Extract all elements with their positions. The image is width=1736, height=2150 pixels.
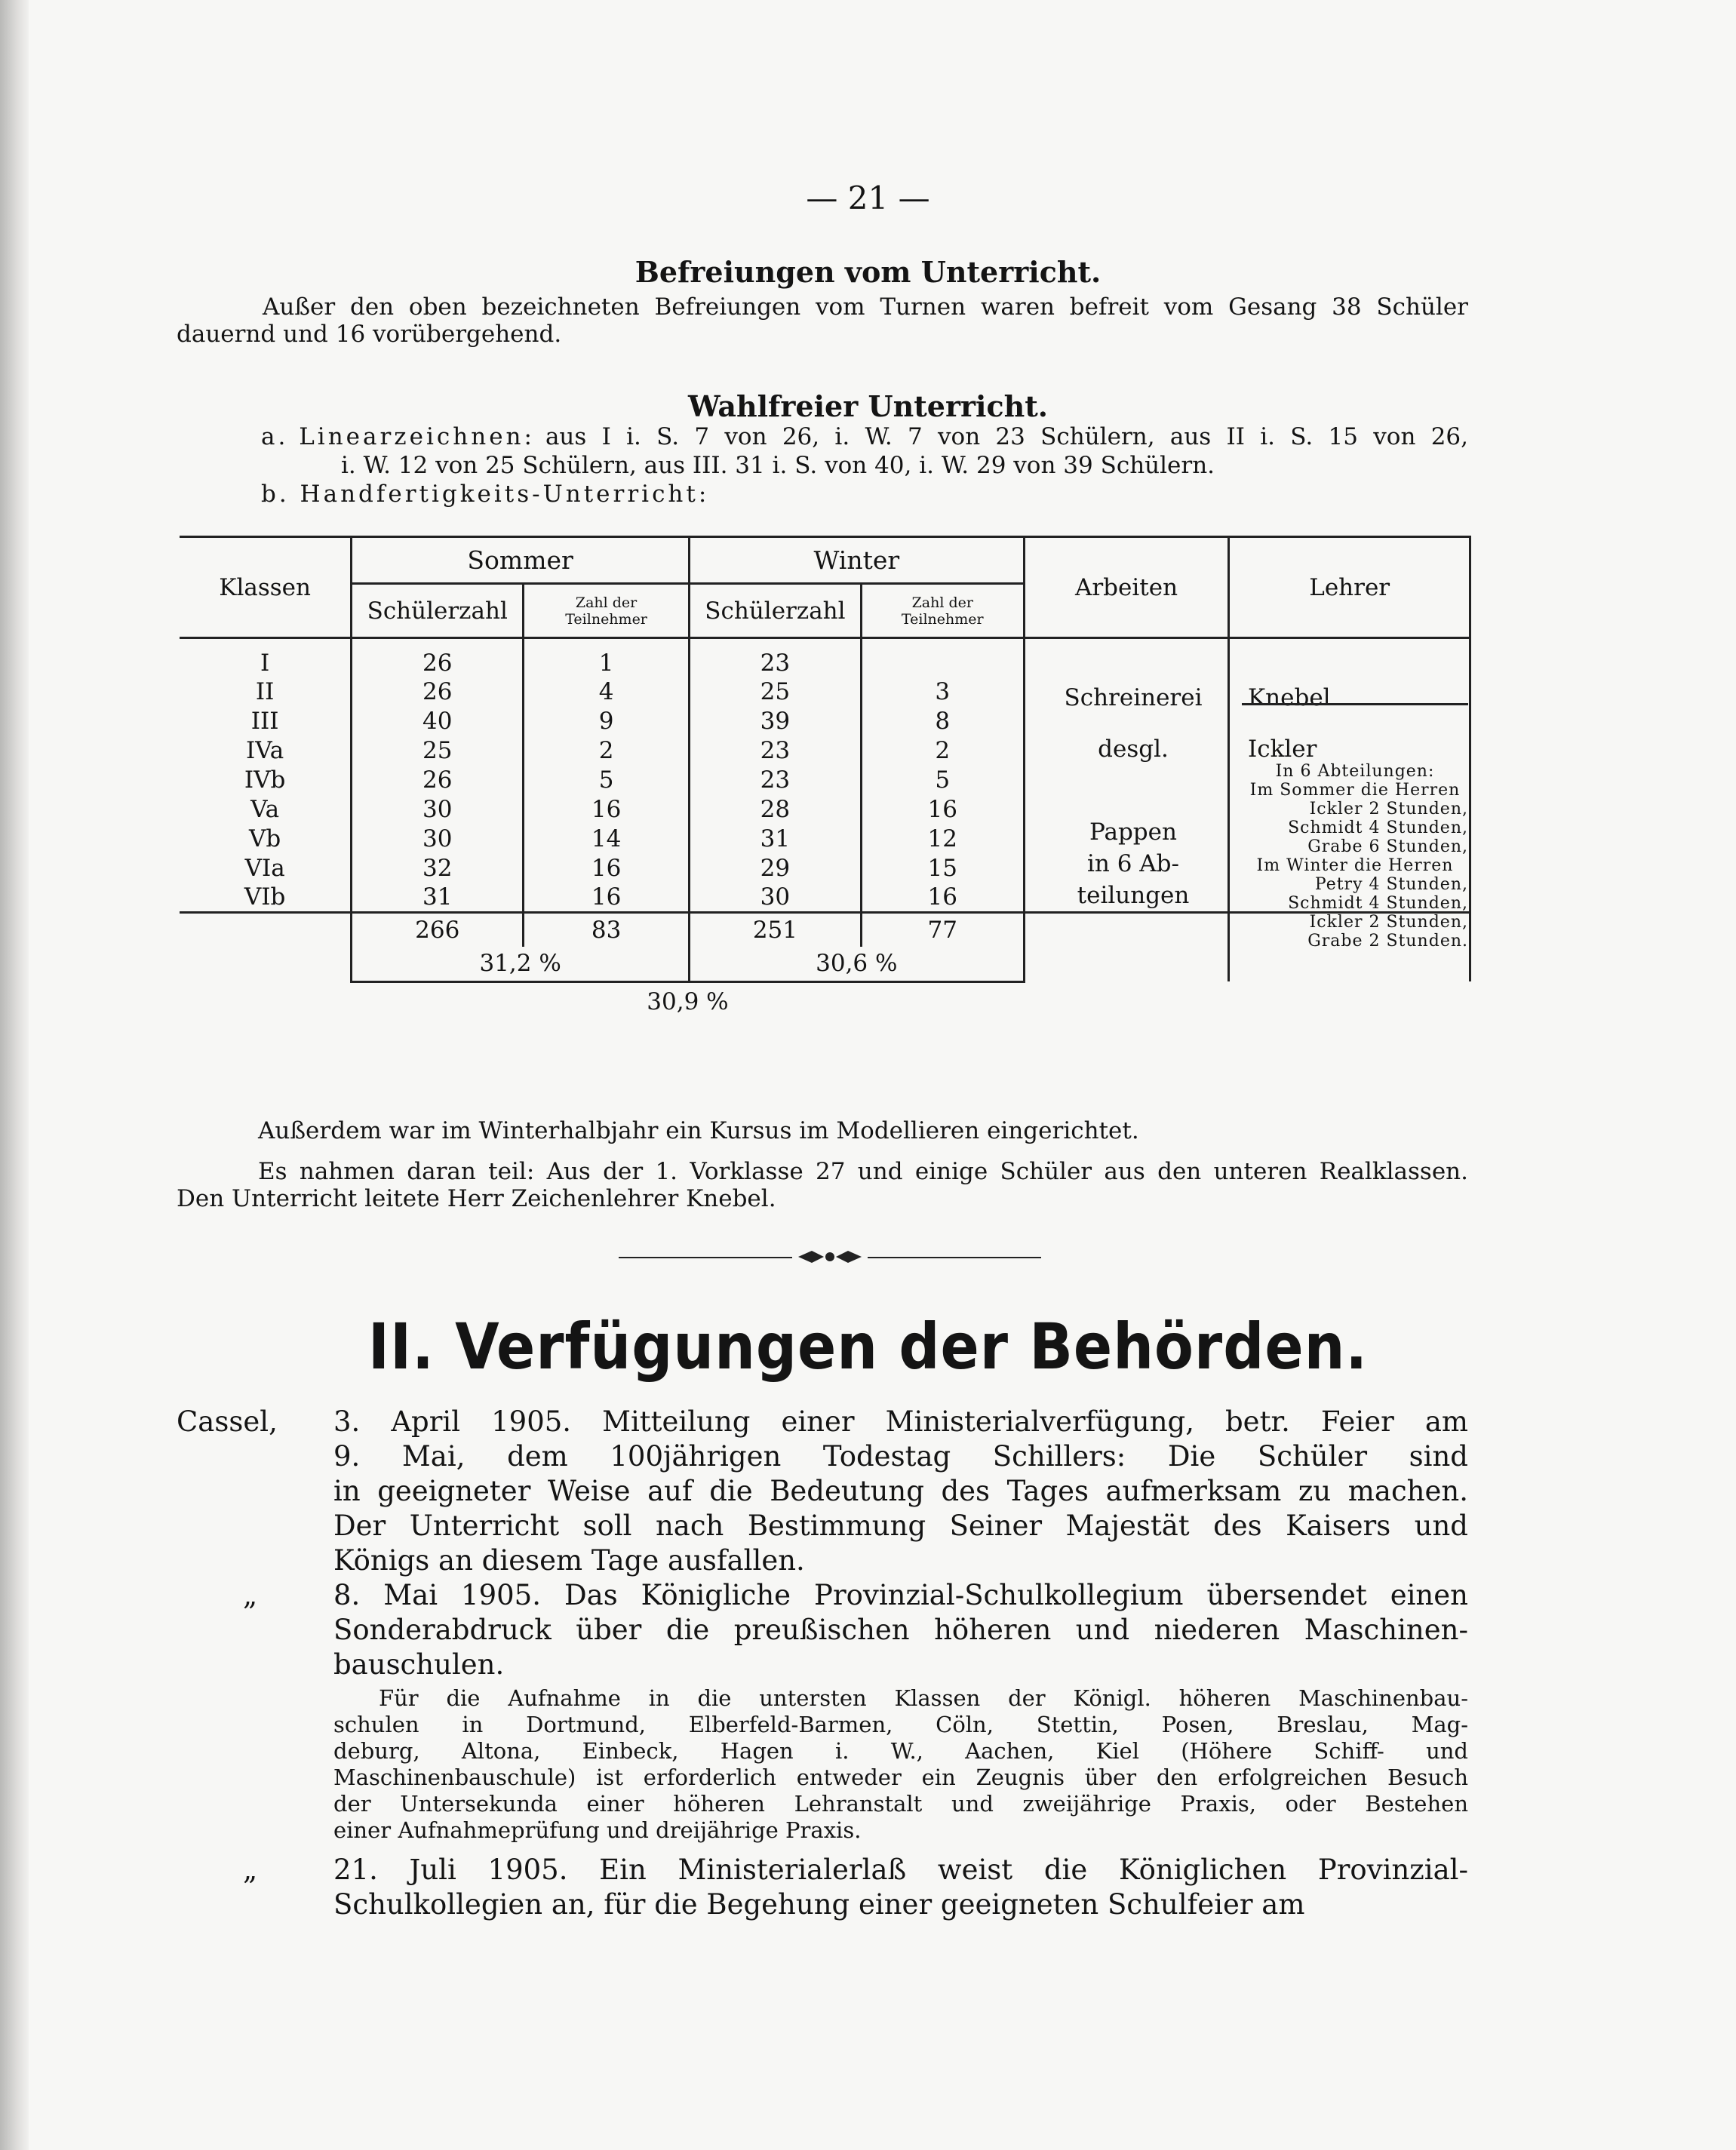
e3_lines-line: Schulkollegien an, für die Begehung einer geeigneten Schulfeier am	[333, 1888, 1305, 1921]
winter-teilnehmer-cell: 5	[861, 765, 1024, 794]
e2_note-line: Maschinenbauschule) ist erforderlich entweder ein Zeugnis über den erfolgreichen Besuch	[333, 1765, 1468, 1790]
entry3	[333, 1853, 1468, 1922]
percent-sommer: 31,2 %	[352, 947, 690, 981]
lehrer-note-1: In 6 Abteilungen:	[1275, 762, 1435, 781]
e2_lines-line: 8. Mai 1905. Das Königliche Provinzial-Schulkollegium übersendet einen	[333, 1579, 1468, 1611]
arbeiten-abteilungen: in 6 Ab-	[1086, 850, 1180, 877]
befreiungen-line-2: dauernd und 16 vorübergehend.	[177, 321, 562, 348]
befreiungen-line-1: Außer den oben bezeichneten Befreiungen vom Turnen waren befreit vom Gesang 38 Schüler	[263, 293, 1468, 321]
winter-teilnehmer-cell: 16	[861, 794, 1024, 824]
winter-schueler-cell: 39	[689, 706, 861, 736]
header-winter-schuelerzahl: Schülerzahl	[689, 584, 861, 638]
e2_note-line: schulen in Dortmund, Elberfeld-Barmen, Cöln, Stettin, Posen, Breslau, Mag-	[333, 1712, 1468, 1737]
winter-teilnehmer-cell: 16	[861, 883, 1024, 912]
percent-winter: 30,6 %	[689, 947, 1024, 981]
klasse-cell: Vb	[180, 824, 352, 853]
e1_lines-line: 9. Mai, dem 100jährigen Todestag Schillers: Die Schüler sind	[333, 1440, 1468, 1473]
wahlfrei-a	[261, 422, 1468, 451]
winter-teilnehmer-cell: 3	[861, 677, 1024, 706]
e2_note-line: einer Aufnahmeprüfung und dreijährige Praxis.	[333, 1817, 862, 1843]
header-klassen: Klassen	[180, 537, 352, 638]
sommer-schueler-cell: 26	[352, 677, 524, 706]
arbeiten-desgl: desgl.	[1098, 736, 1169, 763]
lehrer-note	[1242, 762, 1468, 951]
totals-label	[180, 912, 352, 947]
page-number: — 21 —	[806, 180, 930, 217]
total-percent-spacer-right	[1024, 981, 1470, 1021]
sommer-schueler-cell: 25	[352, 736, 524, 765]
total-sommer-teilnehmer: 83	[524, 912, 690, 947]
total-winter-teilnehmer: 77	[861, 912, 1024, 947]
sommer-schueler-cell: 31	[352, 883, 524, 912]
percent-lehrer-blank	[1229, 947, 1470, 981]
sommer-teilnehmer-cell: 1	[524, 638, 690, 677]
winter-schueler-cell: 28	[689, 794, 861, 824]
sommer-teilnehmer-cell: 9	[524, 706, 690, 736]
sommer-teilnehmer-cell: 2	[524, 736, 690, 765]
e1_lines-line: 3. April 1905. Mitteilung einer Ministerialverfügung, betr. Feier am	[333, 1405, 1468, 1438]
lehrer-note-9: Ickler 2 Stunden,	[1309, 913, 1468, 932]
ornament-icon	[794, 1246, 866, 1267]
teilnehmer-line-2: Teilnehmer	[565, 610, 647, 628]
teilnehmer-line-1: Zahl der	[911, 594, 973, 611]
sommer-schueler-cell: 30	[352, 824, 524, 853]
klasse-cell: Va	[180, 794, 352, 824]
sommer-teilnehmer-cell: 4	[524, 677, 690, 706]
modellieren-line-1: Außerdem war im Winterhalbjahr ein Kursus im Modellieren eingerichtet.	[258, 1117, 1139, 1144]
modellieren-line-2: Es nahmen daran teil: Aus der 1. Vorklasse 27 und einige Schüler aus den unteren Realklassen.	[258, 1158, 1468, 1185]
winter-teilnehmer-cell: 12	[861, 824, 1024, 853]
sommer-schueler-cell: 32	[352, 853, 524, 883]
winter-teilnehmer-cell: 8	[861, 706, 1024, 736]
winter-schueler-cell: 29	[689, 853, 861, 883]
percent-label	[180, 947, 352, 981]
wahlfrei-a-text-2: i. W. 12 von 25 Schülern, aus III. 31 i. S. von 40, i. W. 29 von 39 Schülern.	[341, 452, 1215, 479]
lehrer-divider	[1242, 703, 1468, 705]
entry2-ditto: „	[243, 1579, 258, 1611]
e1_lines-line: in geeigneter Weise auf die Bedeutung des Tages aufmerksam zu machen.	[333, 1475, 1468, 1507]
klasse-cell: I	[180, 638, 352, 677]
lehrer-note-7: Petry 4 Stunden,	[1314, 875, 1468, 894]
entry2-note	[333, 1685, 1468, 1844]
arbeiten-teilungen: teilungen	[1077, 882, 1190, 909]
entry1	[333, 1405, 1468, 1578]
e3_lines-line: 21. Juli 1905. Ein Ministerialerlaß weist die Königlichen Provinzial-	[333, 1854, 1468, 1886]
percent-total: 30,9 %	[647, 987, 729, 1015]
e2_lines-line: Sonderabdruck über die preußischen höheren und niederen Maschinen-	[333, 1614, 1468, 1646]
teilnehmer-line-2: Teilnehmer	[901, 610, 984, 628]
entry1-place: Cassel,	[177, 1405, 278, 1438]
wahlfrei-a-label: a. Linearzeichnen:	[261, 423, 535, 450]
modellieren-line-3: Den Unterricht leitete Herr Zeichenlehrer Knebel.	[177, 1185, 776, 1212]
e2_note-line: der Untersekunda einer höheren Lehranstalt und zweijährige Praxis, oder Bestehen	[333, 1791, 1468, 1817]
winter-teilnehmer-cell: 2	[861, 736, 1024, 765]
lehrer-knebel: Knebel	[1248, 684, 1331, 711]
klasse-cell: VIa	[180, 853, 352, 883]
lehrer-note-8: Schmidt 4 Stunden,	[1288, 894, 1468, 913]
lehrer-note-3: Ickler 2 Stunden,	[1309, 800, 1468, 819]
header-lehrer: Lehrer	[1229, 537, 1470, 638]
section2-heading: II. Verfügungen der Behörden.	[367, 1310, 1369, 1384]
wahlfrei-b-label: b. Handfertigkeits-Unterricht:	[261, 481, 710, 508]
winter-schueler-cell: 31	[689, 824, 861, 853]
lehrer-ickler: Ickler	[1248, 736, 1317, 763]
header-sommer-schuelerzahl: Schülerzahl	[352, 584, 524, 638]
ornament-line-left	[619, 1257, 792, 1258]
lehrer-note-5: Grabe 6 Stunden,	[1307, 837, 1468, 856]
klasse-cell: IVa	[180, 736, 352, 765]
e2_note-line: deburg, Altona, Einbeck, Hagen i. W., Aachen, Kiel (Höhere Schiff- und	[333, 1738, 1468, 1764]
sommer-teilnehmer-cell: 14	[524, 824, 690, 853]
sommer-schueler-cell: 26	[352, 765, 524, 794]
klasse-cell: IVb	[180, 765, 352, 794]
entry3-ditto: „	[243, 1854, 258, 1886]
entry2	[333, 1578, 1468, 1682]
table-row	[180, 638, 1470, 677]
arbeiten-pappen: Pappen	[1089, 819, 1177, 846]
winter-teilnehmer-cell: 15	[861, 853, 1024, 883]
lehrer-note-10: Grabe 2 Stunden.	[1307, 932, 1468, 951]
klasse-cell: III	[180, 706, 352, 736]
header-winter: Winter	[689, 537, 1024, 584]
lehrer-note-6: Im Winter die Herren	[1256, 856, 1454, 875]
wahlfrei-heading: Wahlfreier Unterricht.	[688, 389, 1048, 423]
page-gutter-shadow	[0, 0, 29, 2150]
header-sommer-teilnehmer	[524, 584, 690, 638]
lehrer-note-4: Schmidt 4 Stunden,	[1288, 819, 1468, 837]
winter-schueler-cell: 25	[689, 677, 861, 706]
e1_lines-line: Königs an diesem Tage ausfallen.	[333, 1544, 805, 1577]
winter-schueler-cell: 23	[689, 765, 861, 794]
winter-schueler-cell: 23	[689, 736, 861, 765]
sommer-teilnehmer-cell: 16	[524, 853, 690, 883]
sommer-schueler-cell: 26	[352, 638, 524, 677]
winter-schueler-cell: 23	[689, 638, 861, 677]
winter-teilnehmer-cell	[861, 638, 1024, 677]
sommer-teilnehmer-cell: 16	[524, 794, 690, 824]
e2_lines-line: bauschulen.	[333, 1648, 505, 1681]
klasse-cell: II	[180, 677, 352, 706]
arbeiten-schreinerei: Schreinerei	[1064, 684, 1203, 711]
header-winter-teilnehmer	[861, 584, 1024, 638]
befreiungen-heading: Befreiungen vom Unterricht.	[634, 255, 1102, 289]
sommer-teilnehmer-cell: 5	[524, 765, 690, 794]
sommer-teilnehmer-cell: 16	[524, 883, 690, 912]
percent-arbeiten-blank	[1024, 947, 1229, 981]
total-percent-spacer	[180, 981, 352, 1021]
wahlfrei-a-text-1: aus I i. S. 7 von 26, i. W. 7 von 23 Schülern, aus II i. S. 15 von 26,	[545, 423, 1468, 450]
ornament-divider	[619, 1254, 1041, 1261]
klasse-cell: VIb	[180, 883, 352, 912]
e2_note-line: Für die Aufnahme in die untersten Klassen der Königl. höheren Maschinenbau-	[379, 1685, 1468, 1711]
sommer-schueler-cell: 30	[352, 794, 524, 824]
lehrer-note-2: Im Sommer die Herren	[1249, 781, 1461, 800]
teilnehmer-line-1: Zahl der	[575, 594, 638, 611]
total-arbeiten-blank	[1024, 912, 1229, 947]
sommer-schueler-cell: 40	[352, 706, 524, 736]
ornament-line-right	[868, 1257, 1041, 1258]
header-sommer: Sommer	[352, 537, 690, 584]
header-arbeiten: Arbeiten	[1024, 537, 1229, 638]
total-sommer-schueler: 266	[352, 912, 524, 947]
total-winter-schueler: 251	[689, 912, 861, 947]
e1_lines-line: Der Unterricht soll nach Bestimmung Seiner Majestät des Kaisers und	[333, 1510, 1468, 1542]
winter-schueler-cell: 30	[689, 883, 861, 912]
